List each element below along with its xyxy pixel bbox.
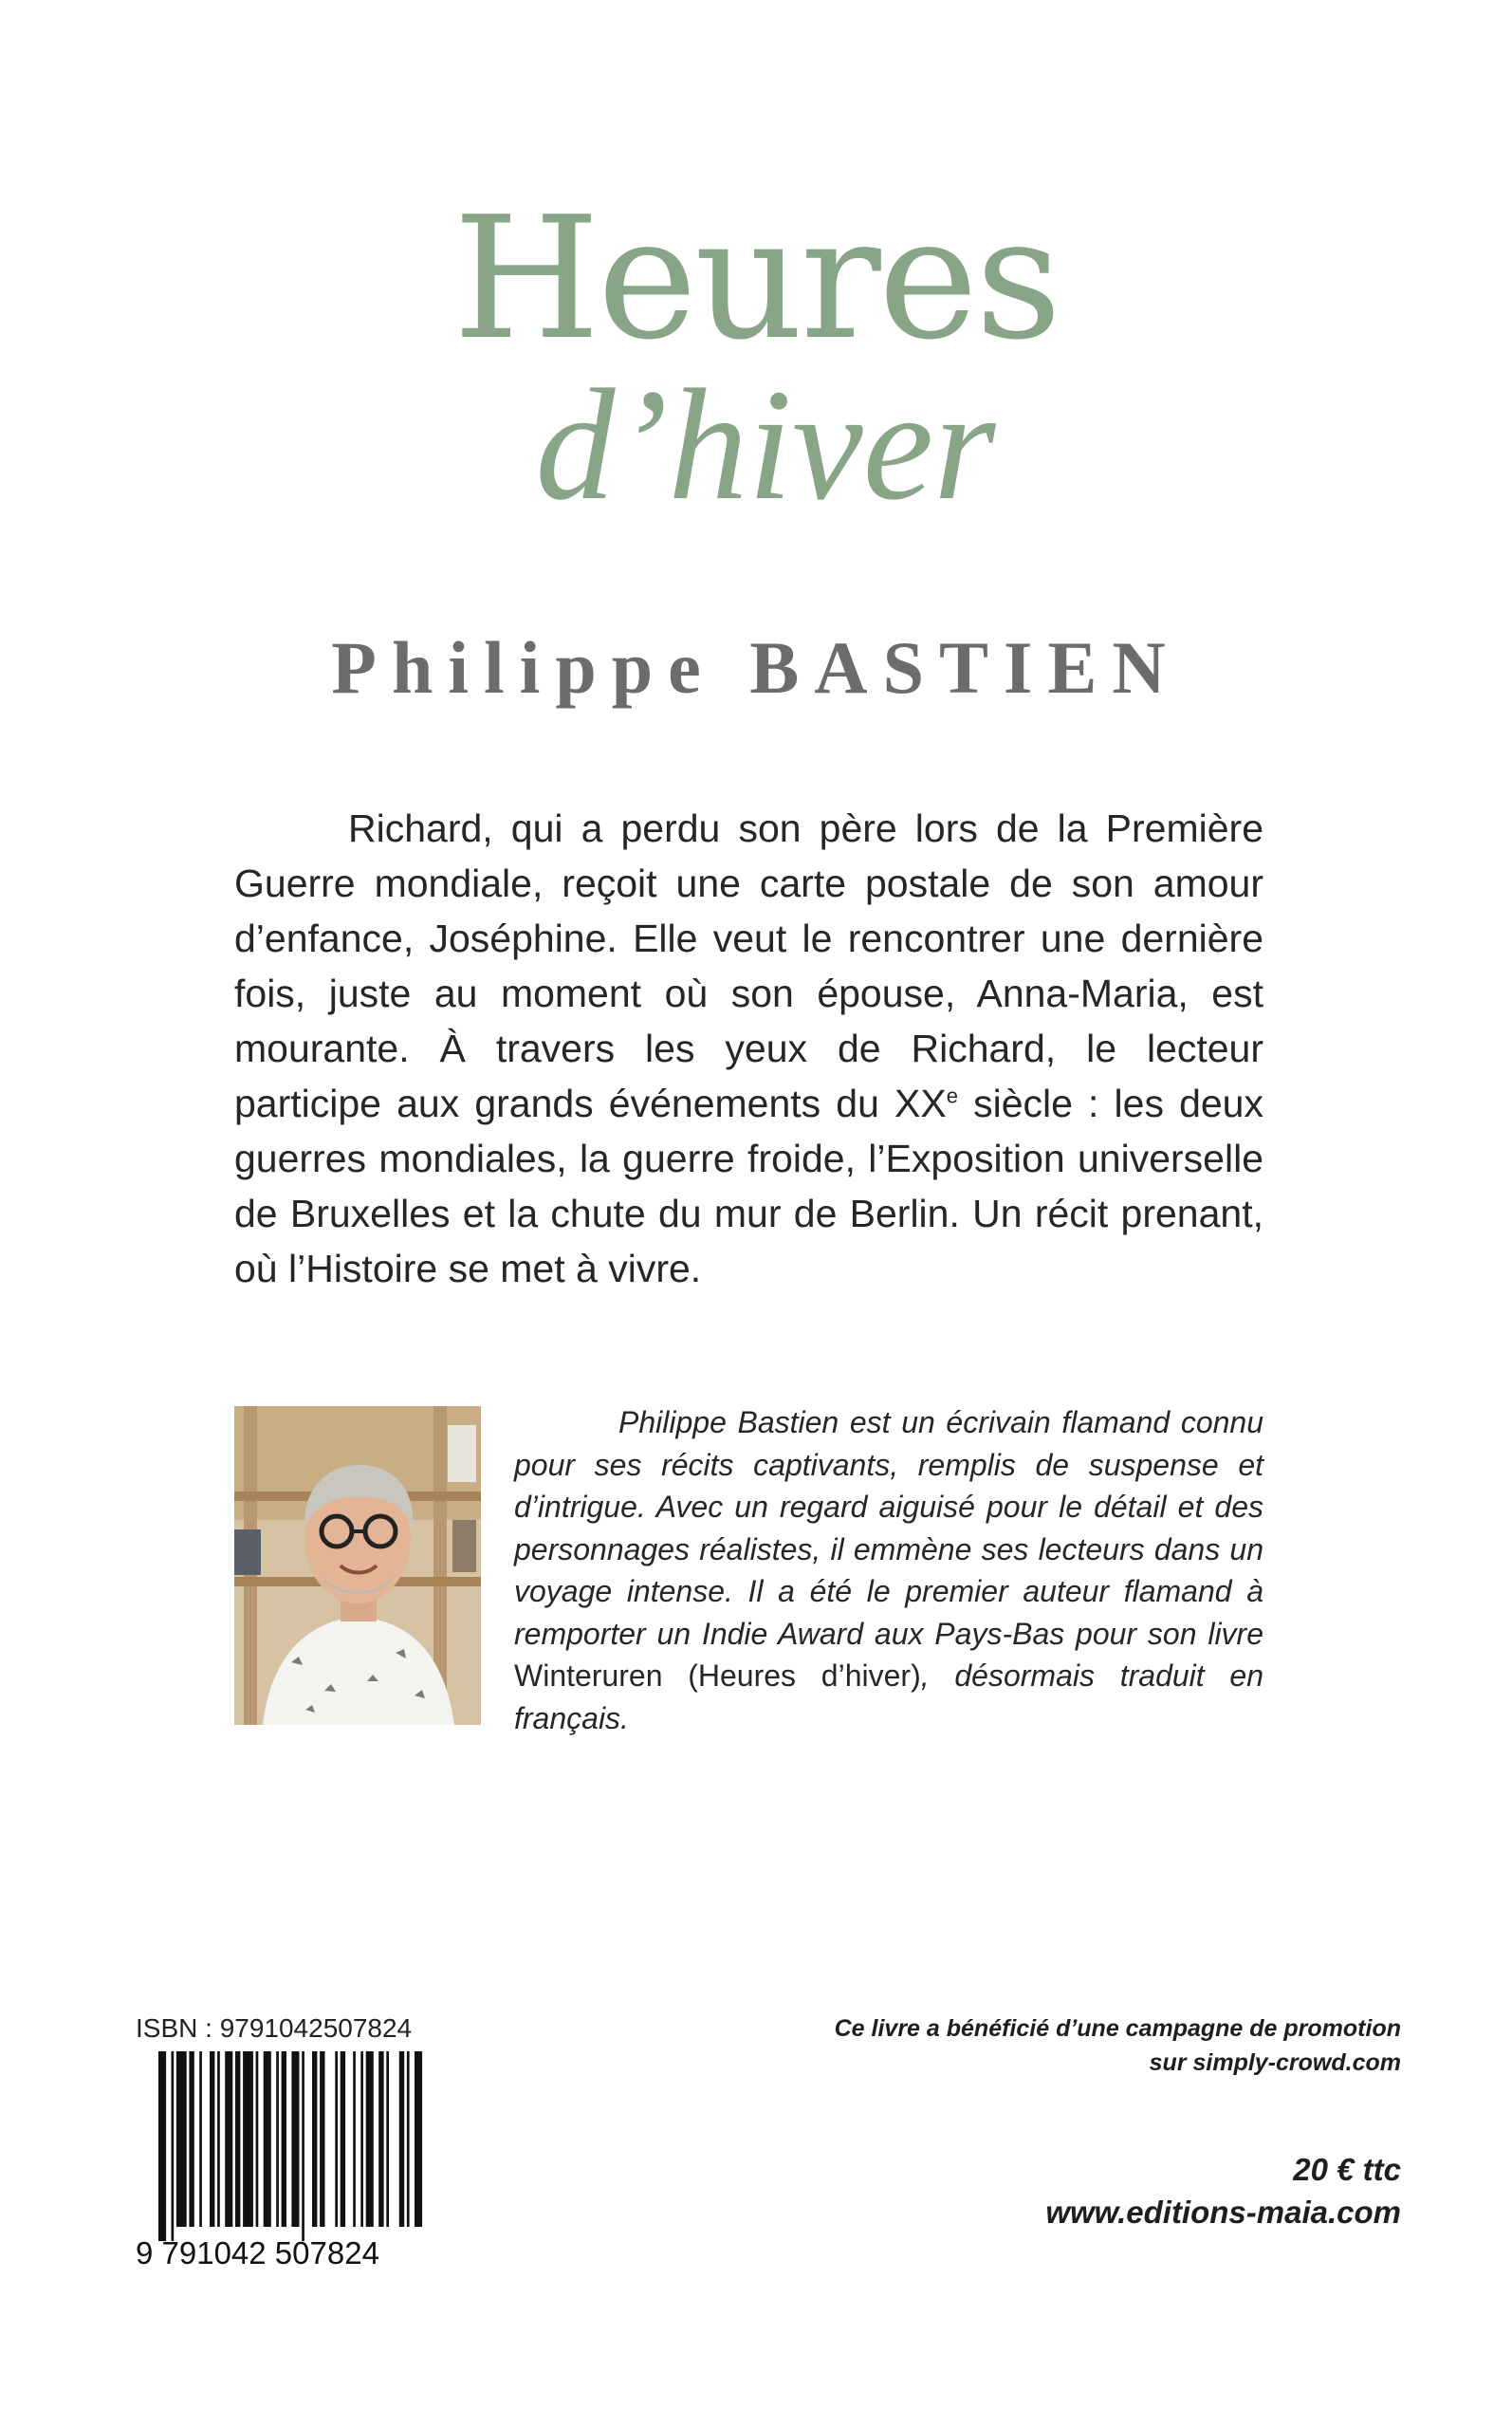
barcode-bar: [386, 2051, 389, 2227]
barcode-bar: [320, 2051, 324, 2227]
promotion-note: [737, 2011, 1401, 2080]
barcode-bar: [360, 2051, 363, 2227]
barcode-bar: [243, 2051, 253, 2227]
bio-text-start: Philippe Bastien est un écrivain flamand connu pour ses récits captivants, remplis de suspense et d’intrigue. Avec un regard aiguisé pour le détail et des personnages réalistes, il emmène ses lecteurs dans un voyage intense. Il a été le premier auteur flamand à remporter un Indie Award aux Pays-Bas pour son livre: [514, 1405, 1263, 1651]
original-book-title: Winteruren (Heures d’hiver): [514, 1659, 921, 1693]
promotion-line-1: Ce livre a bénéficié d’une campagne de promotion: [834, 2015, 1401, 2042]
isbn-label: ISBN : 9791042507824: [136, 2013, 413, 2043]
barcode-bar: [225, 2051, 232, 2227]
barcode-bar: [217, 2051, 220, 2227]
price: 20 € ttc: [1293, 2152, 1401, 2187]
barcode-bar: [264, 2051, 271, 2227]
barcode-bar: [210, 2051, 214, 2227]
barcode-bar: [291, 2051, 299, 2227]
barcode-bar: [415, 2051, 422, 2227]
author-photo: [234, 1406, 481, 1725]
blurb-text-end: siècle : les deux guerres mondiales, la guerre froide, l’Exposition universelle de Bruxelles et la chute du mur de Berlin. Un récit prenant, où l’Histoire se met à vivre.: [234, 1082, 1263, 1290]
barcode-bar: [378, 2051, 383, 2227]
book-subtitle: d’hiver: [535, 357, 996, 533]
publisher-website: www.editions-maia.com: [1045, 2195, 1401, 2230]
barcode-bar: [312, 2051, 317, 2227]
isbn-barcode: [136, 2051, 430, 2270]
barcode-bar: [235, 2051, 240, 2227]
barcode-bar: [276, 2051, 279, 2227]
author-name: Philippe BASTIEN: [331, 626, 1181, 709]
barcode-bar: [407, 2051, 410, 2227]
barcode-bar: [341, 2051, 345, 2227]
barcode-digits: 9 791042 507824: [136, 2235, 379, 2270]
barcode-bar: [335, 2051, 338, 2227]
promotion-line-2: sur simply-crowd.com: [1149, 2049, 1401, 2076]
blurb-text-start: Richard, qui a perdu son père lors de la Première Guerre mondiale, reçoit une carte postale de son amour d’enfance, Joséphine. Elle veut le rencontrer une dernière fois, juste au moment où son épouse, Anna-Maria, est mourante. À travers les yeux de Richard, le lecteur participe aux grands événements du XX: [234, 806, 1263, 1125]
barcode-bar: [366, 2051, 374, 2227]
barcode-bar: [158, 2051, 166, 2241]
barcode-bar: [256, 2051, 259, 2227]
barcode-bar: [176, 2051, 187, 2227]
bio-text-end: , désormais traduit en français.: [514, 1659, 1264, 1735]
barcode-bar: [399, 2051, 404, 2227]
barcode-bar: [282, 2051, 286, 2227]
book-title: Heures: [452, 180, 1060, 377]
barcode-bar: [302, 2051, 304, 2241]
barcode-bar: [199, 2051, 202, 2227]
blurb-paragraph: [234, 801, 1263, 1296]
barcode-bar: [172, 2051, 175, 2241]
author-bio: [514, 1401, 1263, 1739]
barcode-bar: [353, 2051, 356, 2227]
barcode-bar: [189, 2051, 194, 2227]
century-superscript: e: [946, 1084, 958, 1108]
